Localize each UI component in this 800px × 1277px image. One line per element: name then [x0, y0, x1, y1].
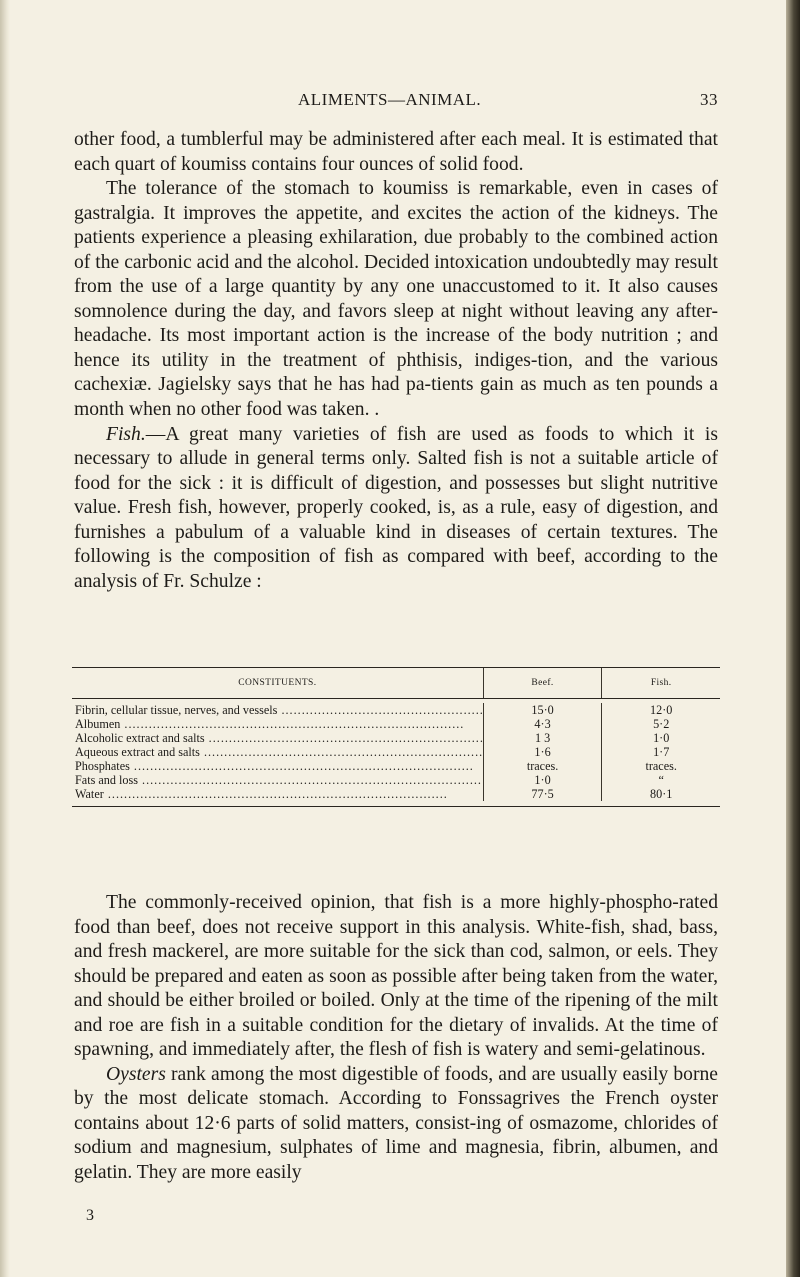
signature-mark: 3 — [86, 1207, 94, 1224]
table-header-row — [72, 668, 720, 698]
row-label: Albumen ..... — [75, 717, 464, 731]
text-block-bottom — [74, 891, 718, 1186]
italic-lead: Oysters — [106, 1063, 166, 1085]
text-block-top — [74, 128, 718, 594]
table-row — [72, 787, 720, 801]
page-number: 33 — [700, 90, 718, 109]
page-right-edge — [786, 0, 800, 1277]
page-left-edge — [0, 0, 10, 1277]
table-row — [72, 745, 720, 759]
paragraph-koumiss-tolerance: The tolerance of the stomach to koumiss is remarkable, even in cases of gastralgia. It improves the appetite, and excites the action of the kidneys. The patients experience a pleasing exhilaration, due probably to the combined action of the carbonic acid and the alcohol. Decided intoxication undoubtedly may result from the use of a large quantity by any one unaccustomed to it. It also causes somnolence during the day, and favors sleep at night without leaving any after-headache. Its most important action is the increase of the body nutrition ; and hence its utility in the treatment of phthisis, indiges-tion, and the various cachexiæ. Jagielsky says that he has had pa-tients gain as much as ten pounds a month when no other food was taken. . — [74, 178, 718, 421]
beef-value: 1·0 — [483, 773, 602, 787]
fish-value: traces. — [601, 759, 720, 773]
fish-value: 1·7 — [601, 745, 720, 759]
table-row — [72, 717, 720, 731]
header-fish: Fish. — [601, 668, 720, 698]
fish-value: 12·0 — [601, 703, 720, 717]
header-constituents: CONSTITUENTS. — [238, 678, 317, 688]
beef-value: 1 3 — [483, 731, 602, 745]
table-bottom-rule — [72, 806, 720, 807]
header-beef: Beef. — [483, 668, 602, 698]
table-row — [72, 731, 720, 745]
running-header — [298, 90, 718, 112]
composition-table — [72, 667, 720, 807]
running-title: ALIMENTS—ANIMAL. — [298, 90, 482, 109]
beef-value: 4·3 — [483, 717, 602, 731]
fish-value: “ — [601, 773, 720, 787]
fish-value: 80·1 — [601, 787, 720, 801]
fish-value: 5·2 — [601, 717, 720, 731]
table-row — [72, 773, 720, 787]
table-row — [72, 703, 720, 717]
row-label: Aqueous extract and salts ..... — [75, 745, 483, 759]
italic-lead: Fish. — [106, 423, 146, 445]
row-label: Alcoholic extract and salts ..... — [75, 731, 483, 745]
beef-value: 77·5 — [483, 787, 602, 801]
row-label: Fibrin, cellular tissue, nerves, and vessels ..... — [75, 703, 483, 717]
table-row — [72, 759, 720, 773]
row-label: Phosphates ..... — [75, 759, 474, 773]
beef-value: 15·0 — [483, 703, 602, 717]
beef-value: traces. — [483, 759, 602, 773]
paragraph-koumiss-end: other food, a tumblerful may be administered after each meal. It is estimated that each quart of koumiss contains four ounces of solid food. — [74, 129, 718, 175]
row-label: Fats and loss ..... — [75, 773, 482, 787]
row-label: Water ..... — [75, 787, 448, 801]
fish-value: 1·0 — [601, 731, 720, 745]
beef-value: 1·6 — [483, 745, 602, 759]
paragraph-phosphorated: The commonly-received opinion, that fish is a more highly-phospho-rated food than beef, does not receive support in this analysis. White-fish, shad, bass, and fresh mackerel, are more suitable for the sick than cod, salmon, or eels. They should be prepared and eaten as soon as possible after being taken from the water, and should be either broiled or boiled. Only at the time of the ripening of the milt and roe are fish in a suitable condition for the dietary of invalids. At the time of spawning, and immediately after, the flesh of fish is watery and semi-gelatinous. — [74, 892, 718, 1061]
paragraph-oysters: Oysters rank among the most digestible of foods, and are usually easily borne by the most delicate stomach. According to Fonssagrives the French oyster contains about 12·6 parts of solid matters, consist-ing of osmazome, chlorides of sodium and magnesium, sulphates of lime and magnesia, fibrin, albumen, and gelatin. They are more easily — [74, 1063, 718, 1184]
paragraph-fish: Fish.—A great many varieties of fish are used as foods to which it is necessary to allude in general terms only. Salted fish is not a suitable article of food for the sick : it is difficult of digestion, and possesses but slight nutritive value. Fresh fish, however, properly cooked, is, as a rule, easy of digestion, and furnishes a pabulum of a valuable kind in diseases of certain textures. The following is the composition of fish as compared with beef, according to the analysis of Fr. Schulze : — [74, 423, 718, 592]
table-body — [72, 699, 720, 806]
